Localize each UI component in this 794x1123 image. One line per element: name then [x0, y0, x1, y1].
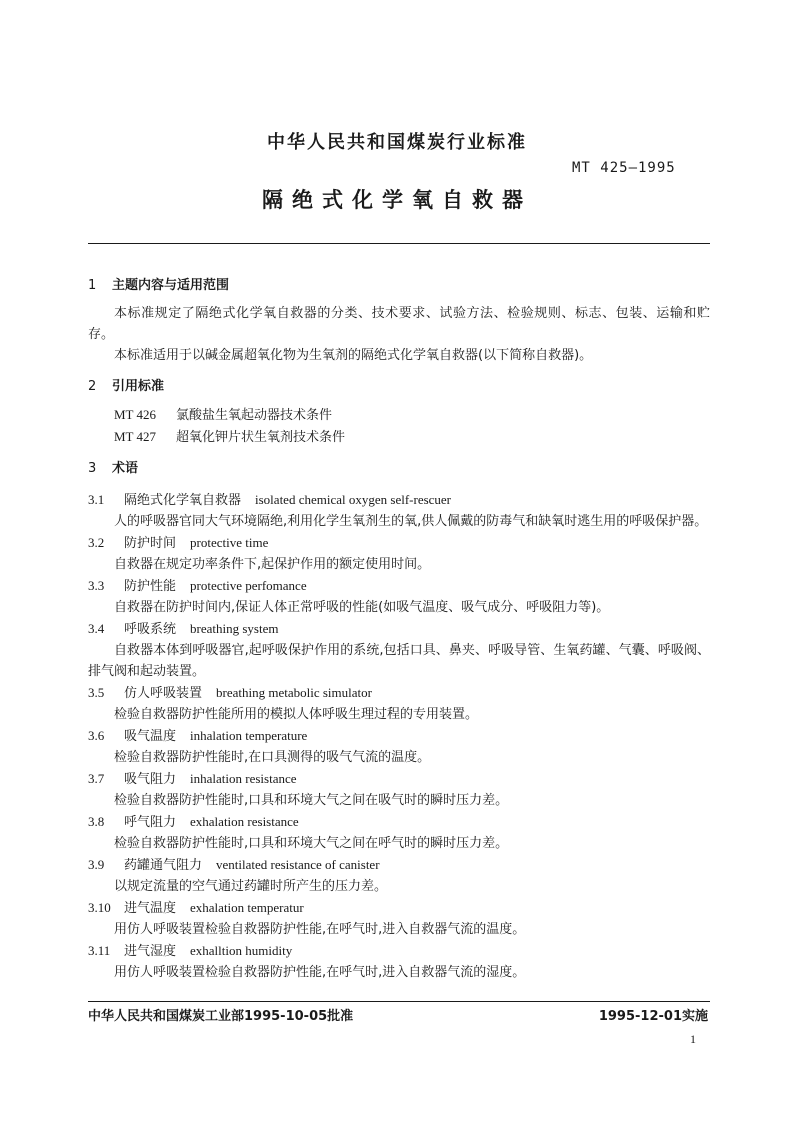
term-item: [88, 897, 710, 940]
reference-code: MT 427: [114, 429, 157, 444]
section-1-paragraph-1: 本标准规定了隔绝式化学氧自救器的分类、技术要求、试验方法、检验规则、标志、包装、运输和贮存。: [88, 306, 710, 342]
section-1-heading: [88, 275, 710, 296]
term-heading: [88, 682, 710, 704]
term-english: protective time: [190, 535, 269, 550]
term-definition: 人的呼吸器官同大气环境隔绝,利用化学生氧剂生的氧,供人佩戴的防毒气和缺氧时逃生用的呼吸保护器。: [114, 514, 708, 529]
term-definition: 检验自救器防护性能时,口具和环境大气之间在吸气时的瞬时压力差。: [114, 793, 509, 808]
section-number: 3: [88, 461, 97, 476]
term-chinese: 进气温度: [124, 901, 177, 916]
term-number: 3.5: [88, 685, 105, 700]
term-english: exhalltion humidity: [190, 943, 293, 958]
reference-list: [88, 404, 710, 448]
term-heading: [88, 532, 710, 554]
term-heading: [88, 811, 710, 833]
standard-code: MT 425—1995: [572, 160, 676, 176]
term-definition: 用仿人呼吸装置检验自救器防护性能,在呼气时,进入自救器气流的湿度。: [114, 965, 526, 980]
term-chinese: 隔绝式化学氧自救器: [124, 493, 242, 508]
term-chinese: 药罐通气阻力: [124, 858, 203, 873]
term-chinese: 呼气阻力: [124, 815, 177, 830]
term-number: 3.7: [88, 771, 105, 786]
term-heading: [88, 725, 710, 747]
term-heading: [88, 489, 710, 511]
section-title: 引用标准: [112, 379, 165, 394]
section-number: 2: [88, 379, 97, 394]
term-english: exhalation temperatur: [190, 900, 304, 915]
term-definition: 自救器本体到呼吸器官,起呼吸保护作用的系统,包括口具、鼻夹、呼吸导管、生氧药罐、气囊、呼吸阀、排气阀和起动装置。: [88, 643, 710, 679]
term-item: [88, 489, 710, 532]
term-definition: 自救器在规定功率条件下,起保护作用的额定使用时间。: [114, 557, 431, 572]
term-item: [88, 575, 710, 618]
term-chinese: 防护性能: [124, 579, 177, 594]
term-definition: 检验自救器防护性能时,在口具测得的吸气气流的温度。: [114, 750, 431, 765]
term-definition: 检验自救器防护性能时,口具和环境大气之间在呼气时的瞬时压力差。: [114, 836, 509, 851]
reference-title: 氯酸盐生氧起动器技术条件: [176, 408, 333, 423]
document-body: [88, 275, 710, 983]
section-title: 主题内容与适用范围: [112, 278, 230, 293]
section-2-heading: [88, 376, 710, 397]
term-english: exhalation resistance: [190, 814, 299, 829]
term-english: isolated chemical oxygen self-rescuer: [255, 492, 452, 507]
section-title: 术语: [112, 461, 139, 476]
term-number: 3.4: [88, 621, 105, 636]
term-number: 3.6: [88, 728, 105, 743]
term-chinese: 仿人呼吸装置: [124, 686, 203, 701]
reference-code: MT 426: [114, 407, 157, 422]
term-number: 3.11: [88, 943, 111, 958]
term-heading: [88, 940, 710, 962]
term-number: 3.1: [88, 492, 105, 507]
footer-divider: [88, 1001, 710, 1002]
term-number: 3.10: [88, 900, 111, 915]
term-english: ventilated resistance of canister: [216, 857, 380, 872]
term-heading: [88, 618, 710, 640]
page-number: 1: [690, 1032, 696, 1046]
term-item: [88, 940, 710, 983]
term-item: [88, 811, 710, 854]
term-chinese: 呼吸系统: [124, 622, 177, 637]
term-item: [88, 725, 710, 768]
term-item: [88, 854, 710, 897]
term-chinese: 防护时间: [124, 536, 177, 551]
section-1-paragraph-2: 本标准适用于以碱金属超氧化物为生氧剂的隔绝式化学氧自救器(以下简称自救器)。: [114, 348, 593, 363]
term-number: 3.3: [88, 578, 105, 593]
term-number: 3.2: [88, 535, 105, 550]
term-english: inhalation resistance: [190, 771, 297, 786]
section-3-heading: [88, 458, 710, 479]
term-number: 3.9: [88, 857, 105, 872]
term-definition: 自救器在防护时间内,保证人体正常呼吸的性能(如吸气温度、吸气成分、呼吸阻力等)。: [114, 600, 610, 615]
term-chinese: 吸气温度: [124, 729, 177, 744]
document-title: 隔绝式化学氧自救器: [262, 188, 532, 212]
standard-title: 中华人民共和国煤炭行业标准: [267, 132, 527, 153]
reference-item: [114, 404, 710, 426]
term-english: breathing metabolic simulator: [216, 685, 372, 700]
term-chinese: 吸气阻力: [124, 772, 177, 787]
term-heading: [88, 854, 710, 876]
term-heading: [88, 768, 710, 790]
term-definition: 以规定流量的空气通过药罐时所产生的压力差。: [114, 879, 388, 894]
term-list: [88, 489, 710, 983]
approval-issuer: 中华人民共和国煤炭工业部1995-10-05批准: [88, 1009, 354, 1024]
reference-item: [114, 426, 710, 448]
reference-title: 超氧化钾片状生氧剂技术条件: [176, 430, 346, 445]
term-heading: [88, 575, 710, 597]
term-item: [88, 682, 710, 725]
term-heading: [88, 897, 710, 919]
term-item: [88, 532, 710, 575]
term-item: [88, 768, 710, 811]
term-chinese: 进气湿度: [124, 944, 177, 959]
section-number: 1: [88, 278, 97, 293]
header-divider: [88, 243, 710, 244]
term-definition: 检验自救器防护性能所用的模拟人体呼吸生理过程的专用装置。: [114, 707, 479, 722]
term-english: breathing system: [190, 621, 279, 636]
term-item: [88, 618, 710, 682]
term-number: 3.8: [88, 814, 105, 829]
term-english: inhalation temperature: [190, 728, 308, 743]
term-definition: 用仿人呼吸装置检验自救器防护性能,在呼气时,进入自救器气流的温度。: [114, 922, 526, 937]
term-english: protective perfomance: [190, 578, 307, 593]
effective-date: 1995-12-01实施: [598, 1009, 708, 1024]
